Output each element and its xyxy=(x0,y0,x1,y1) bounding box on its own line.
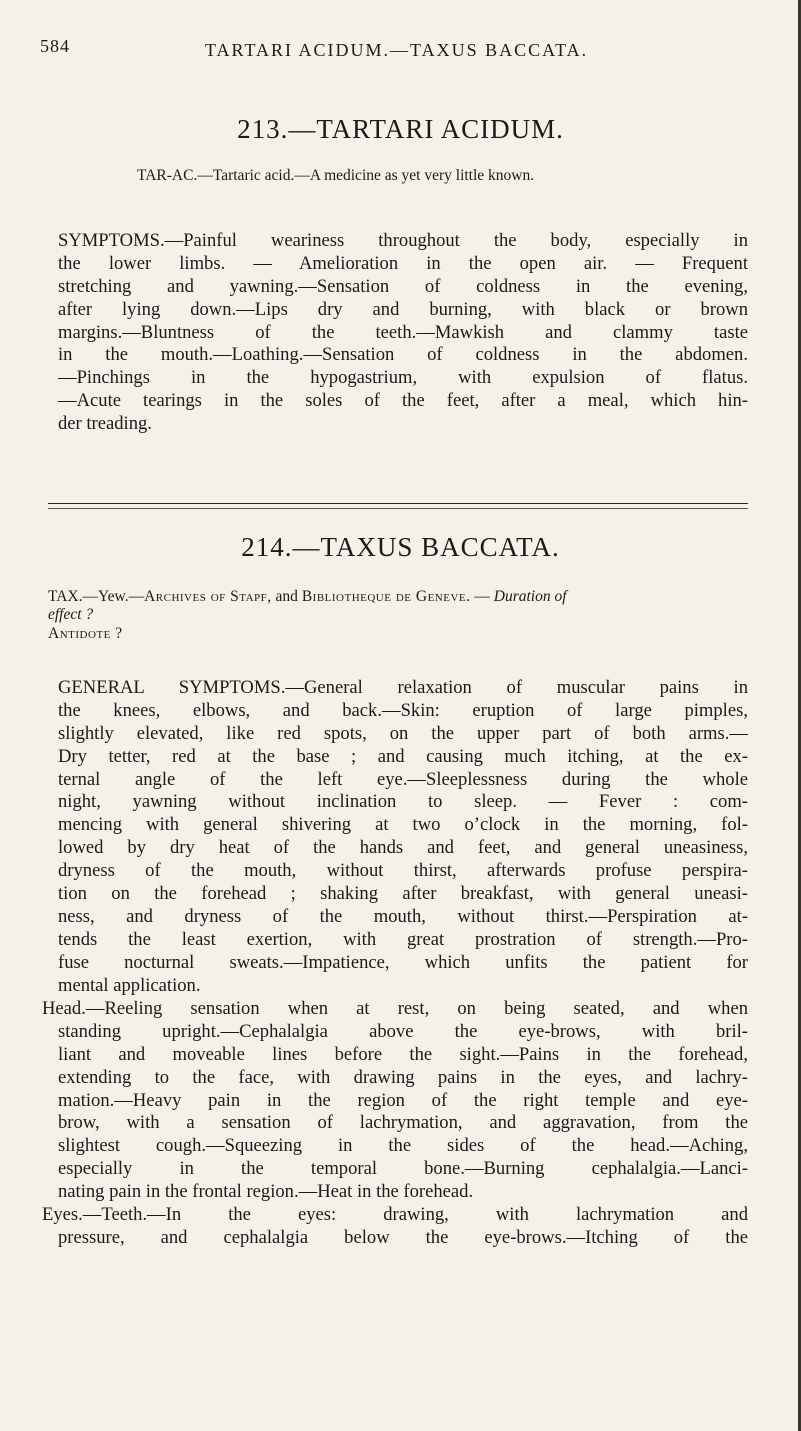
text-line: night, yawning without inclination to sleep. — Fever : com- xyxy=(58,791,748,813)
conjunction-text: and xyxy=(271,588,302,605)
text-line: —Pinchings in the hypogastrium, with expulsion of flatus. xyxy=(58,367,748,389)
text-line: Dry tetter, red at the base ; and causing much itching, at the ex- xyxy=(58,745,748,767)
text-line: dryness of the mouth, without thirst, afterwards profuse perspira- xyxy=(58,860,748,882)
source-archives: Archives of Stapf, xyxy=(144,588,272,605)
text-line: GENERAL SYMPTOMS.—General relaxation of muscular pains in xyxy=(58,677,748,698)
page-number: 584 xyxy=(40,36,70,56)
dash-text: — xyxy=(470,588,494,605)
text-line: mation.—Heavy pain in the region of the right temple and eye- xyxy=(58,1089,748,1111)
text-line: ness, and dryness of the mouth, without thirst.—Perspiration at- xyxy=(58,905,748,927)
text-line: pressure, and cephalalgia below the eye-brows.—Itching of the xyxy=(58,1226,748,1248)
effect-text: effect ? xyxy=(48,606,94,623)
text-line: Head.—Reeling sensation when at rest, on being seated, and when xyxy=(42,998,748,1019)
text-line: Eyes.—Teeth.—In the eyes: drawing, with lachrymation and xyxy=(42,1204,748,1225)
text-line: ternal angle of the left eye.—Sleeplessness during the whole xyxy=(58,768,748,790)
section-divider xyxy=(48,503,748,504)
general-symptoms xyxy=(58,677,748,997)
text-line: der treading. xyxy=(58,413,152,435)
text-line: liant and moveable lines before the sight.—Pains in the forehead, xyxy=(58,1043,748,1065)
text-line: stretching and yawning.—Sensation of coldness in the evening, xyxy=(58,275,748,297)
text-line: fuse nocturnal sweats.—Impatience, which unfits the patient for xyxy=(58,951,748,973)
section-213-subtitle: TAR-AC.—Tartaric acid.—A medicine as yet very little known. xyxy=(137,167,535,184)
running-head xyxy=(40,36,760,66)
text-line: —Acute tearings in the soles of the feet, after a meal, which hin- xyxy=(58,390,748,412)
eyes-symptoms xyxy=(42,1204,748,1250)
text-line: after lying down.—Lips dry and burning, with black or brown xyxy=(58,298,748,320)
text-line: tends the least exertion, with great prostration of strength.—Pro- xyxy=(58,928,748,950)
text-line: margins.—Bluntness of the teeth.—Mawkish and clammy taste xyxy=(58,321,748,343)
text-line: mental application. xyxy=(58,974,201,996)
text-line: slightly elevated, like red spots, on the upper part of both arms.— xyxy=(58,722,748,744)
section-213-title: 213.—TARTARI ACIDUM. xyxy=(237,114,564,144)
effect-label xyxy=(48,606,93,624)
antidote-label: Antidote ? xyxy=(48,625,123,642)
running-head-title: TARTARI ACIDUM.—TAXUS BACCATA. xyxy=(205,40,589,60)
text-line: brow, with a sensation of lachrymation, and aggravation, from the xyxy=(58,1112,748,1134)
abbr-text: TAX.—Yew.— xyxy=(48,588,145,605)
section-214-source-line xyxy=(48,588,750,606)
section-divider-inner xyxy=(48,508,748,509)
section-213-symptoms xyxy=(58,230,748,436)
text-line: standing upright.—Cephalalgia above the eye-brows, with bril- xyxy=(58,1020,748,1042)
text-line: lowed by dry heat of the hands and feet, and general uneasiness, xyxy=(58,837,748,859)
section-214-title: 214.—TAXUS BACCATA. xyxy=(241,532,560,562)
source-bibliotheque: Bibliotheque de Geneve. xyxy=(301,588,471,605)
head-symptoms xyxy=(42,998,748,1204)
duration-label: Duration of xyxy=(493,588,567,605)
text-line: slightest cough.—Squeezing in the sides of the head.—Aching, xyxy=(58,1135,748,1157)
text-line: the lower limbs. — Amelioration in the open air. — Frequent xyxy=(58,252,748,274)
text-line: mencing with general shivering at two o’clock in the morning, fol- xyxy=(58,814,748,836)
text-line: the knees, elbows, and back.—Skin: eruption of large pimples, xyxy=(58,699,748,721)
text-line: especially in the temporal bone.—Burning cephalalgia.—Lanci- xyxy=(58,1158,748,1180)
text-line: tion on the forehead ; shaking after breakfast, with general uneasi- xyxy=(58,883,748,905)
text-line: SYMPTOMS.—Painful weariness throughout the body, especially in xyxy=(58,230,748,251)
text-line: in the mouth.—Loathing.—Sensation of coldness in the abdomen. xyxy=(58,344,748,366)
text-line: extending to the face, with drawing pains in the eyes, and lachry- xyxy=(58,1066,748,1088)
text-line: nating pain in the frontal region.—Heat in the forehead. xyxy=(58,1181,474,1203)
